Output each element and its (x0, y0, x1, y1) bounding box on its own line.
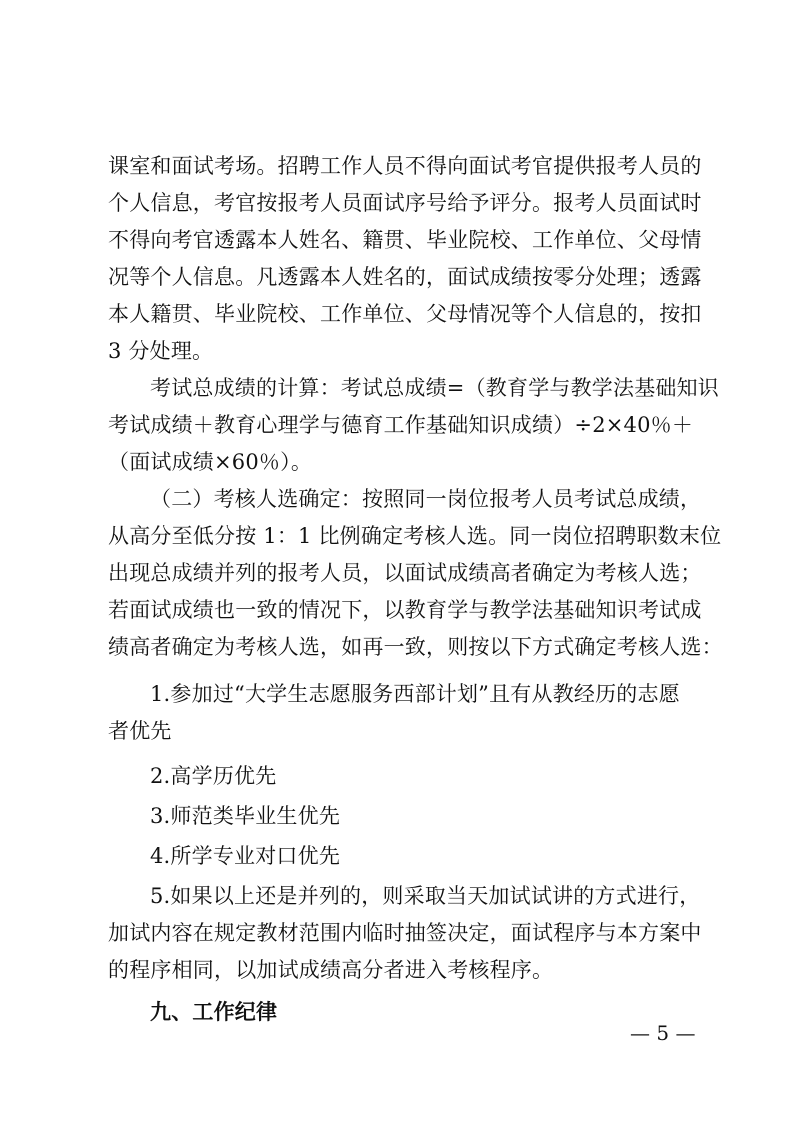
text-line: 个人信息，考官按报考人员面试序号给予评分。报考人员面试时 (108, 191, 702, 215)
list-item-continuation: 者优先 (108, 719, 172, 743)
page-number: — 5 — (630, 1021, 696, 1045)
list-item: 2.高学历优先 (150, 764, 277, 788)
text-line: 从高分至低分按 1：1 比例确定考核人选。同一岗位招聘职数末位 (108, 524, 722, 548)
list-item: 5.如果以上还是并列的，则采取当天加试试讲的方式进行， (150, 884, 701, 908)
text-line: 考试总成绩的计算：考试总成绩=（教育学与教学法基础知识 (150, 376, 719, 400)
list-item: 3.师范类毕业生优先 (150, 804, 341, 828)
text-line: （二）考核人选确定：按照同一岗位报考人员考试总成绩， (150, 487, 702, 511)
text-line: 的程序相同，以加试成绩高分者进入考核程序。 (108, 958, 554, 982)
text-line: （面试成绩×60％）。 (108, 450, 313, 474)
text-line: 3 分处理。 (108, 339, 214, 363)
text-line: 本人籍贯、毕业院校、工作单位、父母情况等个人信息的，按扣 (108, 302, 702, 326)
text-line: 况等个人信息。凡透露本人姓名的，面试成绩按零分处理；透露 (108, 265, 702, 289)
text-line: 出现总成绩并列的报考人员，以面试成绩高者确定为考核人选； (108, 561, 702, 585)
text-line: 不得向考官透露本人姓名、籍贯、毕业院校、工作单位、父母情 (108, 228, 702, 252)
text-line: 绩高者确定为考核人选，如再一致，则按以下方式确定考核人选： (108, 635, 723, 659)
text-line: 加试内容在规定教材范围内临时抽签决定，面试程序与本方案中 (108, 921, 702, 945)
list-item: 1.参加过“大学生志愿服务西部计划”且有从教经历的志愿 (150, 682, 680, 706)
list-item: 4.所学专业对口优先 (150, 844, 341, 868)
text-line: 若面试成绩也一致的情况下，以教育学与教学法基础知识考试成 (108, 598, 702, 622)
section-heading: 九、工作纪律 (150, 1000, 278, 1024)
text-line: 课室和面试考场。招聘工作人员不得向面试考官提供报考人员的 (108, 154, 702, 178)
text-line: 考试成绩＋教育心理学与德育工作基础知识成绩）÷2×40％＋ (108, 413, 694, 437)
